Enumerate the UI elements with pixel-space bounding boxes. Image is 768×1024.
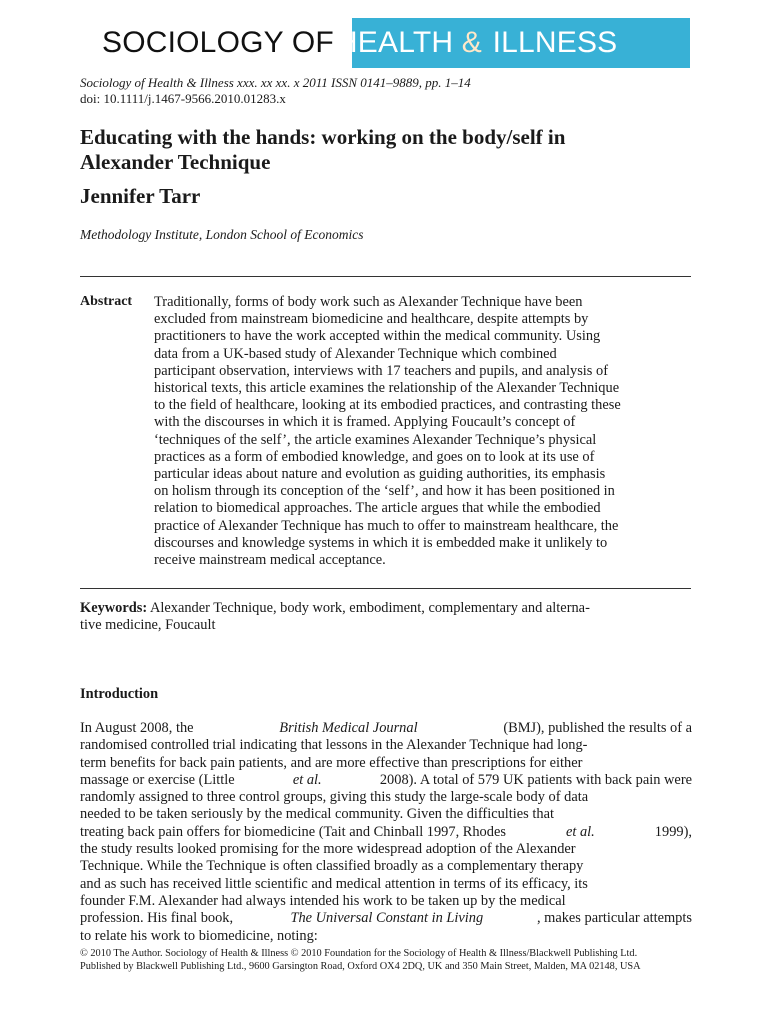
abstract-bottom-rule [80, 588, 691, 589]
footer-line-1: © 2010 The Author. Sociology of Health & Illness © 2010 Foundation for the Sociology of Health & Illness/Blackwell Publishing Ltd. [80, 948, 638, 959]
intro-text: , makes particular attempts [536, 910, 692, 927]
intro-text: massage or exercise (Little [80, 771, 239, 788]
intro-line: randomised controlled trial indicating that lessons in the Alexander Technique had long- [80, 737, 588, 754]
title-line-2: Alexander Technique [80, 150, 271, 174]
abstract-line: relation to biomedical approaches. The article argues that while the embodied [154, 500, 601, 517]
journal-name-part3: ILLNESS [492, 26, 618, 59]
introduction-body [80, 720, 692, 945]
abstract-line: discourses and knowledge systems in which it is embedded make it unlikely to [154, 534, 608, 551]
abstract-label: Abstract [80, 294, 133, 309]
keywords-label: Keywords: [80, 600, 148, 616]
intro-text: 2008). A total of 579 UK patients with back pain were [376, 771, 692, 788]
journal-name-part1: SOCIOLOGY OF [102, 26, 334, 59]
abstract-line: with the discourses in which it is framed. Applying Foucault’s concept of [154, 414, 576, 431]
journal-banner [80, 18, 690, 68]
abstract-line: practices as a form of embodied knowledge, and goes on to look at its use of [154, 448, 595, 465]
abstract-line: Traditionally, forms of body work such as Alexander Technique have been [154, 294, 583, 310]
abstract-line: practitioners to have the work accepted within the medical community. Using [154, 328, 601, 345]
abstract-line: to the field of healthcare, looking at its embodied practices, and contrasting these [154, 397, 621, 414]
abstract-line: historical texts, this article examines the relationship of the Alexander Technique [154, 380, 620, 397]
article-title [80, 125, 700, 175]
intro-line [80, 824, 692, 841]
keywords-line-2: tive medicine, Foucault [80, 617, 216, 634]
top-rule [80, 276, 691, 277]
intro-line: founder F.M. Alexander had always intended his work to be taken up by the medical [80, 892, 566, 909]
keywords-line-1 [80, 600, 692, 617]
intro-text: treating back pain offers for biomedicine (Tait and Chinball 1997, Rhodes [80, 823, 510, 840]
intro-text: In August 2008, the [80, 720, 198, 736]
copyright-footer [80, 948, 692, 973]
abstract-line: excluded from mainstream biomedicine and healthcare, despite attempts by [154, 311, 589, 328]
introduction-heading: Introduction [80, 686, 159, 702]
author-affiliation: Methodology Institute, London School of Economics [80, 227, 364, 242]
footer-line-2: Published by Blackwell Publishing Ltd., 9600 Garsington Road, Oxford OX4 2DQ, UK and 350 Main Street, Malden, MA 02148, USA [80, 960, 641, 972]
intro-line: the study results looked promising for the more widespread adoption of the Alexander [80, 841, 576, 858]
intro-line [80, 772, 692, 789]
intro-text: (BMJ), published the results of a [499, 720, 692, 736]
keywords-text: Alexander Technique, body work, embodiment, complementary and alterna- [149, 600, 590, 616]
intro-text: profession. His final book, [80, 910, 237, 927]
citation-line: Sociology of Health & Illness xxx. xx xx. x 2011 ISSN 0141–9889, pp. 1–14 [80, 75, 471, 90]
doi-line: doi: 10.1111/j.1467-9566.2010.01283.x [80, 91, 286, 106]
author-name: Jennifer Tarr [80, 184, 201, 208]
intro-line [80, 910, 692, 927]
abstract-line: participant observation, interviews with 17 teachers and pupils, and analysis of [154, 362, 608, 379]
abstract-body [154, 294, 690, 569]
journal-name [102, 25, 617, 61]
keywords [80, 600, 692, 635]
book-title: The Universal Constant in Living [290, 910, 484, 927]
intro-line: term benefits for back pain patients, and are more effective than prescriptions for either [80, 754, 583, 771]
abstract-line: receive mainstream medical acceptance. [154, 552, 386, 569]
intro-text: 1999), [651, 823, 692, 840]
abstract-line: data from a UK-based study of Alexander Technique which combined [154, 345, 557, 362]
intro-line: Technique. While the Technique is often classified broadly as a complementary therapy [80, 858, 584, 875]
title-line-1: Educating with the hands: working on the body/self in [80, 125, 566, 149]
intro-line: needed to be taken seriously by the medical community. Given the difficulties that [80, 806, 554, 823]
journal-name-part2: HEALTH [335, 26, 454, 59]
intro-line: and as such has received little scientific and medical attention in terms of its efficacy, its [80, 875, 588, 892]
abstract-line: practice of Alexander Technique has much to offer to mainstream healthcare, the [154, 517, 619, 534]
abstract-line: ‘techniques of the self’, the article examines Alexander Technique’s physical [154, 431, 597, 448]
et-al: et al. [292, 771, 322, 788]
intro-line: randomly assigned to three control groups, giving this study the large-scale body of data [80, 789, 589, 806]
journal-title: British Medical Journal [279, 720, 418, 736]
abstract-line: on holism through its conception of the ‘self’, and how it has been positioned in [154, 483, 615, 500]
abstract-line: particular ideas about nature and evolution as guiding authorities, its emphasis [154, 466, 606, 483]
journal-name-ampersand: & [461, 26, 483, 59]
intro-line: to relate his work to biomedicine, noting: [80, 927, 318, 944]
et-al: et al. [565, 823, 595, 840]
intro-line [80, 720, 692, 737]
